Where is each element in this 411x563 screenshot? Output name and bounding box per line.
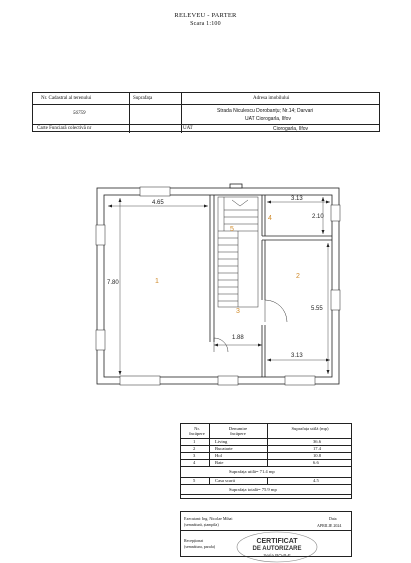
legend-total: Suprafața totală= 75.9 mp xyxy=(229,487,277,492)
cadastral-address-line1: Strada Niculescu Dorobanțu; Nr.14; Darvari xyxy=(217,108,314,114)
stamp-line1: CERTIFICAT xyxy=(256,538,298,545)
cadastral-nr-label: Nr. Cadastral al terenului xyxy=(41,96,92,101)
executant-label: Executant: Ing. Nicolae Mihai xyxy=(184,516,233,521)
receptie-label: Recepționat xyxy=(184,538,204,543)
legend-col-name: Denumire încăpere xyxy=(228,426,248,436)
dim-hall-width: 1.88 xyxy=(232,335,244,341)
legend-row-nr: 4 xyxy=(193,460,196,465)
legend-row-area: 36.6 xyxy=(313,439,322,444)
room-number-5: 5 xyxy=(230,226,234,233)
legend-extra-area: 4.5 xyxy=(313,478,319,483)
cadastral-nr-value: 56759 xyxy=(73,111,86,116)
legend-row-area: 6.6 xyxy=(313,460,319,465)
plan-scale: Scara 1:100 xyxy=(190,21,221,27)
cadastral-address-line2: UAT Ciorogarla, Ilfov xyxy=(245,116,291,122)
legend-row-nr: 3 xyxy=(193,453,196,458)
plan-title: RELEVEU - PARTER xyxy=(174,12,237,19)
legend-row-name: Baie xyxy=(215,460,224,465)
legend-row-nr: 2 xyxy=(193,446,196,451)
dim-living-depth: 7.80 xyxy=(107,280,119,286)
executant-sub: (semnătură, ștampila) xyxy=(184,522,219,527)
authorization-stamp xyxy=(236,531,318,563)
room-number-2: 2 xyxy=(296,273,300,280)
legend-row-area: 10.8 xyxy=(313,453,322,458)
legend-extra-nr: 5 xyxy=(193,478,196,483)
legend-row-area: 17.4 xyxy=(313,446,322,451)
dim-living-width: 4.65 xyxy=(152,200,164,206)
cadastral-address-label: Adresa imobilului xyxy=(253,96,290,101)
legend-subtotal: Suprafața utilă= 71.4 mp xyxy=(229,469,275,474)
stamp-line2: DE AUTORIZARE xyxy=(252,546,302,552)
legend-extra-name: Casa scarii xyxy=(215,478,236,483)
cadastral-uat-label: UAT xyxy=(183,126,193,131)
room-number-3: 3 xyxy=(236,308,240,315)
dim-kitchen-depth: 5.55 xyxy=(311,306,323,312)
legend-col-area: Suprafața utilă (mp) xyxy=(291,426,329,431)
cadastral-surface-label: Suprafața xyxy=(133,96,153,101)
dim-kitchen-width: 3.13 xyxy=(291,353,303,359)
dim-bath-width: 3.13 xyxy=(291,196,303,202)
date-value: APRILIE 2024 xyxy=(317,523,342,528)
legend-row-name: Hol xyxy=(215,453,222,458)
legend-col-nr: Nr. încăpere xyxy=(189,426,205,436)
room-legend-table xyxy=(180,423,352,499)
room-number-4: 4 xyxy=(268,215,272,222)
legend-row-name: Living xyxy=(215,439,228,444)
date-label: Data xyxy=(329,516,337,521)
cadastral-uat-value: Ciorogarla, Ilfov xyxy=(273,126,309,132)
legend-row-nr: 1 xyxy=(193,439,196,444)
receptie-sub: (semnătura, parafa) xyxy=(184,544,216,549)
stamp-line3: Seria RO-B-F xyxy=(263,553,291,558)
cadastral-cf-label: Carte Funciară colectivă nr xyxy=(37,126,92,131)
legend-row-name: Bucatarie xyxy=(215,446,233,451)
room-number-1: 1 xyxy=(155,278,159,285)
dim-bath-depth: 2.10 xyxy=(312,214,324,220)
